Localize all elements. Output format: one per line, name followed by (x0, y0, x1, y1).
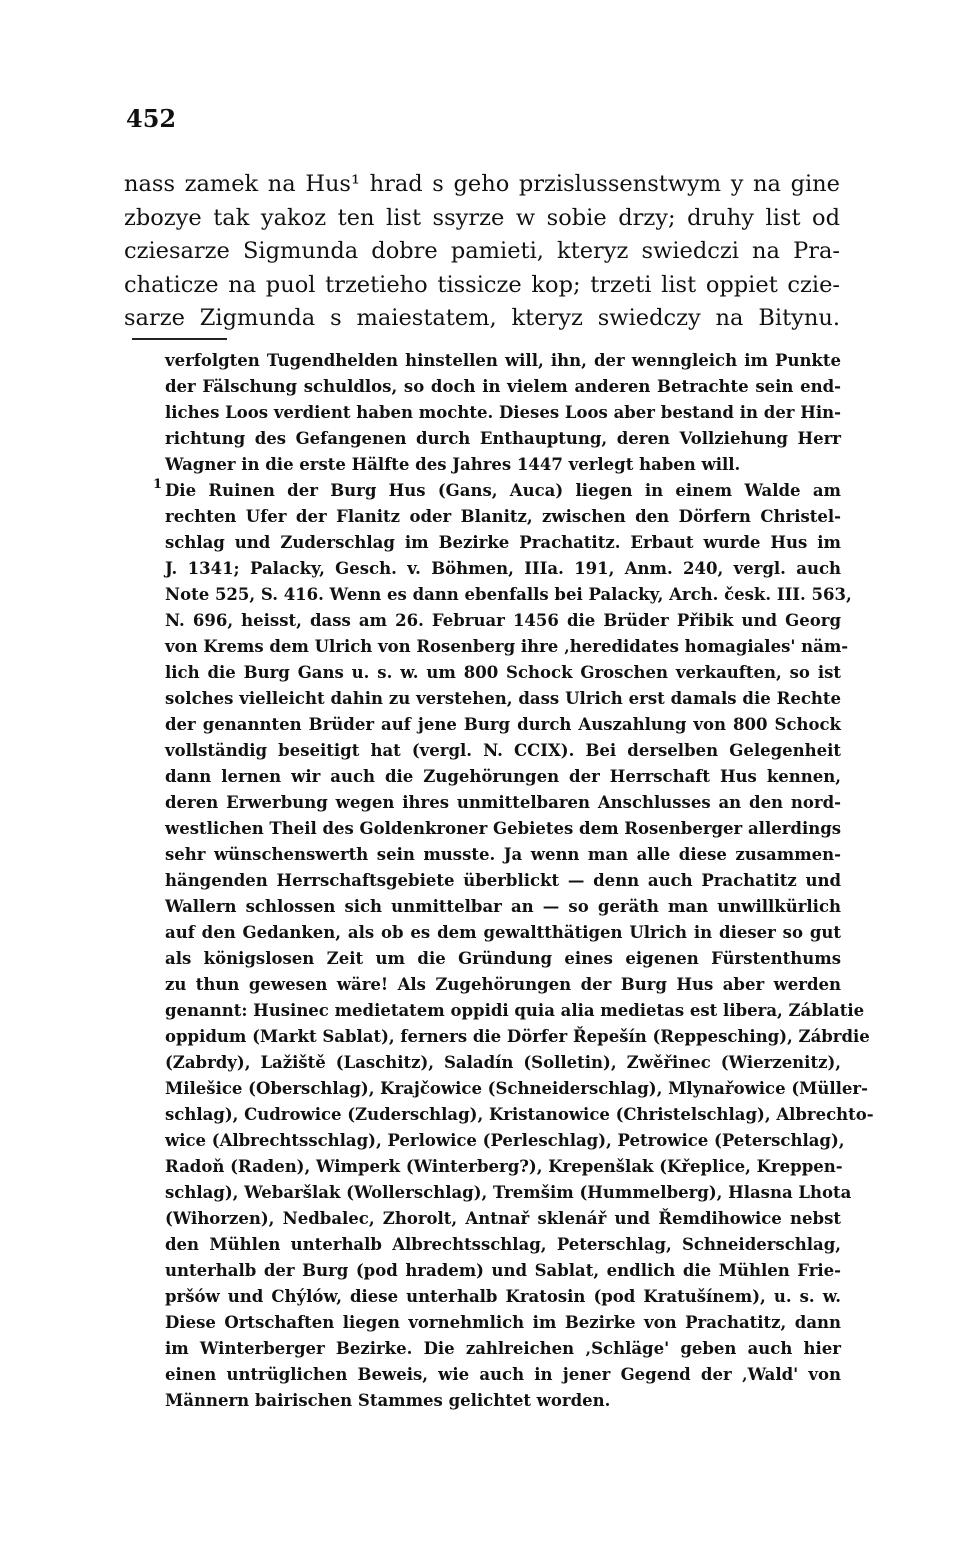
footnote-line: J. 1341; Palacky, Gesch. v. Böhmen, IIIa. 191, Anm. 240, vergl. auch (165, 559, 841, 578)
footnote-1 (153, 477, 874, 1414)
footnote-line: westlichen Theil des Goldenkroner Gebietes dem Rosenberger allerdings (165, 819, 842, 838)
footnote-line: Die Ruinen der Burg Hus (Gans, Auca) liegen in einem Walde am (165, 481, 841, 500)
footnote-line: Radoň (Raden), Wimperk (Winterberg?), Krepenšlak (Křeplice, Kreppen- (165, 1157, 843, 1176)
footnote-line: vollständig beseitigt hat (vergl. N. CCIX). Bei derselben Gelegenheit (165, 741, 841, 760)
text-line: chaticze na puol trzetieho tissicze kop; trzeti list oppiet czie- (124, 271, 840, 298)
footnote-line: solches vielleicht dahin zu verstehen, dass Ulrich erst damals die Rechte (165, 689, 841, 708)
footnote-line: schlag und Zuderschlag im Bezirke Prachatitz. Erbaut wurde Hus im (165, 533, 841, 552)
footnote-line: lich die Burg Gans u. s. w. um 800 Schock Groschen verkauften, so ist (165, 663, 841, 682)
footnote-line: genannt: Husinec medietatem oppidi quia alia medietas est libera, Záblatie (165, 1001, 865, 1020)
footnote-line: (Zabrdy), Lažiště (Laschitz), Saladín (Solletin), Zwěřinec (Wierzenitz), (165, 1053, 841, 1072)
footnote-line: rechten Ufer der Flanitz oder Blanitz, zwischen den Dörfern Christel- (165, 507, 841, 526)
footnote-line: den Mühlen unterhalb Albrechtsschlag, Peterschlag, Schneiderschlag, (165, 1235, 841, 1254)
text-line: zbozye tak yakoz ten list ssyrze w sobie drzy; druhy list od (124, 204, 840, 231)
footnote-1-body (165, 478, 874, 1414)
footnote-line: pršów und Chýlów, diese unterhalb Kratosin (pod Kratušínem), u. s. w. (165, 1287, 841, 1306)
footnote-line: von Krems dem Ulrich von Rosenberg ihre ‚heredidates homagiales' näm- (165, 637, 849, 656)
text-line: sarze Zigmunda s maiestatem, kteryz swiedczy na Bitynu. (124, 305, 840, 331)
footnote-line: verfolgten Tugendhelden hinstellen will, ihn, der wenngleich im Punkte (165, 351, 841, 370)
footnote-line: der Fälschung schuldlos, so doch in vielem anderen Betrachte sein end- (165, 377, 841, 396)
footnote-line: einen untrüglichen Beweis, wie auch in jener Gegend der ‚Wald' von (165, 1365, 841, 1384)
footnote-line: wice (Albrechtsschlag), Perlowice (Perleschlag), Petrowice (Peterschlag), (165, 1131, 845, 1150)
footnote-line: schlag), Webaršlak (Wollerschlag), Tremšim (Hummelberg), Hlasna Lhota (165, 1183, 852, 1202)
footnote-line: Milešice (Oberschlag), Krajčowice (Schneiderschlag), Mlynařowice (Müller- (165, 1079, 868, 1098)
footnote-line: Diese Ortschaften liegen vornehmlich im Bezirke von Prachatitz, dann (165, 1313, 841, 1332)
text-line: nass zamek na Hus¹ hrad s geho przislussenstwym y na gine (124, 171, 840, 197)
footnote-continued (165, 348, 841, 478)
text-line: cziesarze Sigmunda dobre pamieti, kteryz swiedczi na Pra- (124, 238, 840, 264)
footnote-line: als königslosen Zeit um die Gründung eines eigenen Fürstenthums (165, 949, 841, 968)
footnote-line: N. 696, heisst, dass am 26. Februar 1456 die Brüder Přibik und Georg (165, 611, 841, 630)
footnote-line: schlag), Cudrowice (Zuderschlag), Kristanowice (Christelschlag), Albrechto- (165, 1105, 874, 1124)
footnote-line: der genannten Brüder auf jene Burg durch Auszahlung von 800 Schock (165, 715, 841, 734)
footnote-line: Wagner in die erste Hälfte des Jahres 1447 verlegt haben will. (165, 455, 741, 474)
footnote-line: sehr wünschenswerth sein musste. Ja wenn man alle diese zusammen- (165, 845, 841, 864)
page-number: 452 (126, 104, 177, 133)
footnote-line: richtung des Gefangenen durch Enthauptung, deren Vollziehung Herr (165, 429, 841, 448)
footnote-line: auf den Gedanken, als ob es dem gewaltthätigen Ulrich in dieser so gut (165, 923, 841, 942)
footnote-line: liches Loos verdient haben mochte. Dieses Loos aber bestand in der Hin- (165, 403, 841, 422)
footnote-line: Wallern schlossen sich unmittelbar an — so geräth man unwillkürlich (165, 897, 841, 916)
footnote-line: oppidum (Markt Sablat), ferners die Dörfer Řepešín (Reppesching), Zábrdie (165, 1027, 870, 1046)
footnote-line: dann lernen wir auch die Zugehörungen der Herrschaft Hus kennen, (165, 767, 841, 786)
footnote-line: zu thun gewesen wäre! Als Zugehörungen der Burg Hus aber werden (165, 975, 841, 994)
footnote-line: Note 525, S. 416. Wenn es dann ebenfalls bei Palacky, Arch. česk. III. 563, (165, 585, 852, 604)
footnote-line: unterhalb der Burg (pod hradem) und Sablat, endlich die Mühlen Frie- (165, 1261, 841, 1280)
footnote-line: Männern bairischen Stammes gelichtet worden. (165, 1391, 611, 1410)
main-text (124, 168, 840, 336)
footnote-line: hängenden Herrschaftsgebiete überblickt — denn auch Prachatitz und (165, 871, 841, 890)
footnote-line: deren Erwerbung wegen ihres unmittelbaren Anschlusses an den nord- (165, 793, 841, 812)
footnotes (153, 348, 874, 1414)
footnote-line: (Wihorzen), Nedbalec, Zhorolt, Antnař sklenář und Řemdihowice nebst (165, 1209, 841, 1228)
footnote-marker: 1 (153, 477, 163, 492)
footnote-separator (132, 338, 227, 340)
footnote-line: im Winterberger Bezirke. Die zahlreichen ‚Schläge' geben auch hier (165, 1339, 841, 1358)
